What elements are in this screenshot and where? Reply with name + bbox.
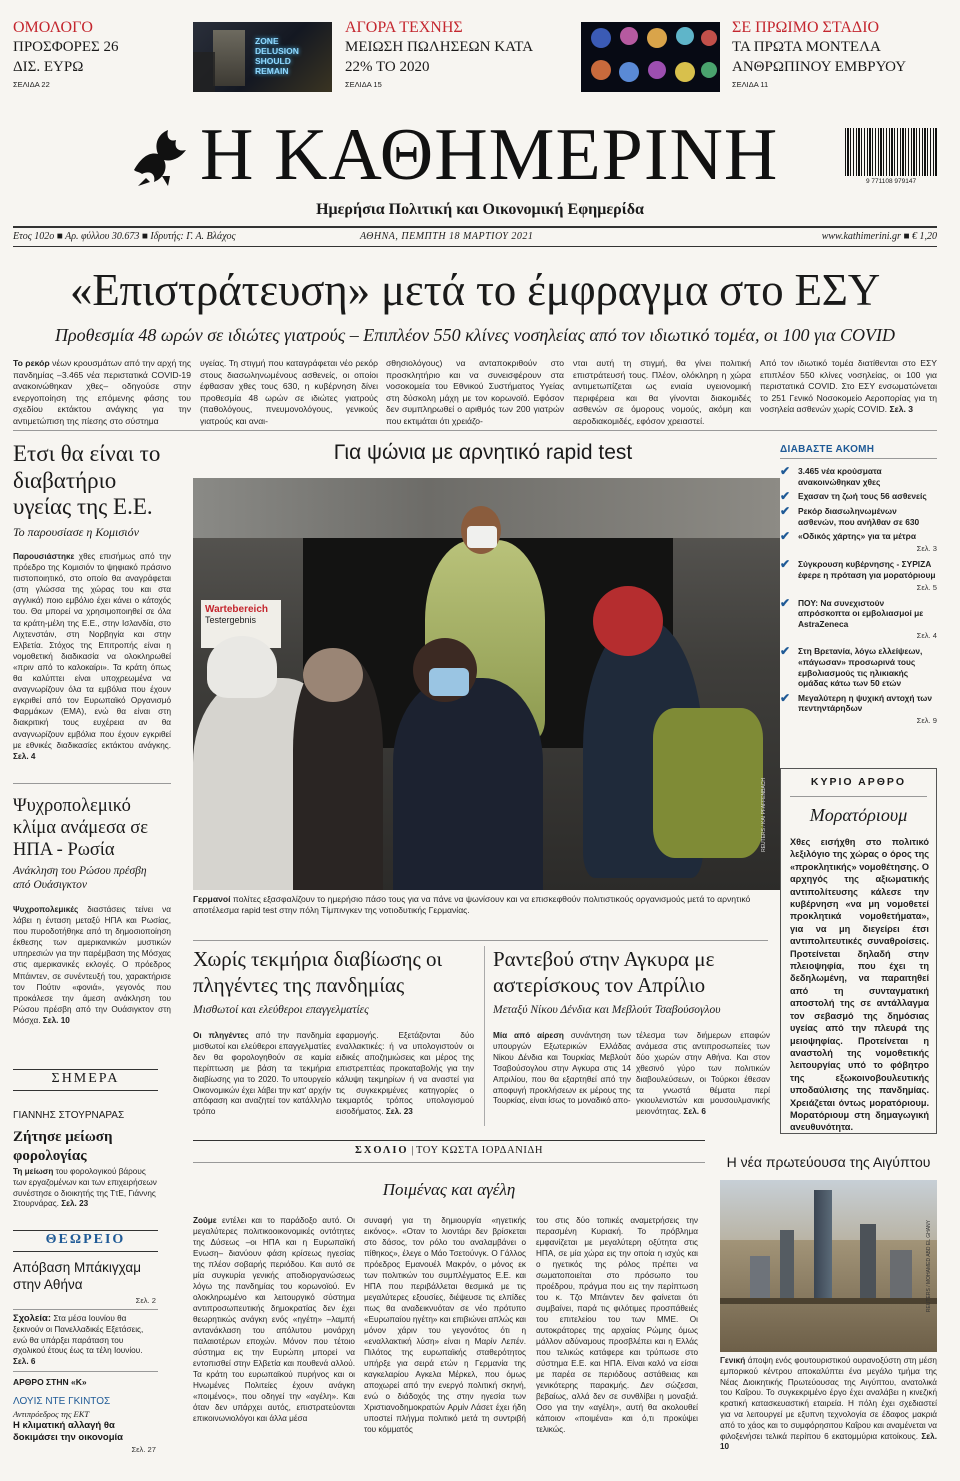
issue-date: ΑΘΗΝΑ, ΠΕΜΠΤΗ 18 ΜΑΡΤΙΟΥ 2021 [360,231,534,242]
masthead-subtitle: Ημερήσια Πολιτική και Οικονομική Εφημερίδα [316,201,644,218]
income-deck: Μισθωτοί και ελεύθεροι επαγγελματίες [193,1004,369,1016]
issue-info: Ετος 102ο ■ Αρ. φύλλου 30.673 ■ Ιδρυτής: Γ. Α. Βλάχος [13,231,236,242]
teaser-kicker: ΣΕ ΠΡΩΙΜΟ ΣΤΑΔΙΟ [732,19,880,36]
photo-caption: Γερμανοί πολίτες εξασφαλίζουν το ημερήσιο πάσο τους για να πάνε να ψωνίσουν και να επισκεφθούν πολιτιστικούς οργανισμούς μετά το αρνητικό αποτέλεσμα rapid test στην πόλη Τίμπινγκεν της νοτιοδυτικής Γερμανίας. [193,894,751,916]
teaser-art-market[interactable] [345,18,535,89]
masthead-logo-icon [128,126,190,188]
simera-header: ΣΗΜΕΡΑ [51,1071,120,1086]
lead-deck: Προθεσμία 48 ωρών σε ιδιώτες γιατρούς – Επιπλέον 550 κλίνες νοσηλείας από τον ιδιωτικό τομέα, οι 100 για COVID [54,325,896,345]
teaser-headline: ΠΡΟΣΦΟΡΕΣ 26 ΔΙΣ. ΕΥΡΩ [13,39,119,75]
rapid-test-photo[interactable] [193,478,780,890]
coldwar-deck: Ανάκληση του Ρώσου πρέσβη από Ουάσιγκτον [13,865,147,891]
coldwar-headline[interactable]: Ψυχροπολεμικό κλίμα ανάμεσα σε ΗΠΑ - Ρωσία [13,796,148,860]
read-more-item[interactable]: ✔ Σύγκρουση κυβέρνησης - ΣΥΡΙΖΑ έφερε η πρόταση για μορατόριουμ [780,557,936,580]
lead-col-2: υγείας. Τη στιγμή που καταγράφεται νέο ρεκόρ στους διασωληνωμένους ασθενείς, οι οποίοι έφθασαν χθες τους 630, η κυβέρνηση δίνει προθεσμία 48 ωρών σε ιδιώτες γιατρούς (παθολόγους, πνευμονολόγους, γενικούς γιατρούς και αναι- [200,358,378,426]
lead-col-1: Το ρεκόρ νέων κρουσμάτων από την αρχή της πανδημίας –3.465 νέα περιστατικά COVID-19 ανακοινώθηκαν χθες– οδηγούσε στην ενεργοποίηση της επόμενης φάσης του σχεδίου εκτάκτου ανάγκης για την αντιμετώπιση της πίεσης στο σύστημα [13,358,191,426]
read-more-page: Σελ. 5 [916,582,937,592]
income-col-1: Οι πληγέντες από την πανδημία μισθωτοί και ελεύθεροι επαγγελματίες δεν θα φορολογηθούν σε καμία περίπτωση με βάση τα τεκμήρια διαβίωσης για το 2020. Το υπουργείο Οικονομικών έχει λάβει την κατ' αρχήν απόφαση και αναζητεί τον κατάλληλο τρόπο [193,1031,331,1117]
check-icon: ✔ [780,464,791,478]
k-article-author: ΛΟΥΙΣ ΝΤΕ ΓΚΙΝΤΟΣ [13,1396,111,1407]
comment-col-2: συναφή για τη δημιουργία «ηγετικής εικόνος». «Οταν το λιοντάρι δεν βρίσκεται στο δάσος, τον ρόλο του αναλαμβάνει ο πίθηκος», έλεγε ο Μάο Τσετούνγκ. Ο Γάλλος πρόεδρος Εμανουέλ Μακρόν, ο μόνος εκ των πολιτικών του συμπλέγματος Ε.Ε. και ΗΠΑ που περιβάλλεται θεσμικά με τις μεγαλύτερες εξουσίες, διέψευσε τις ελπίδες πως θα αναδεικνυόταν σε νέο πρότυπο «Ευρωπαίου ηγέτη» και επιβιώνει απλώς και μόνον χάριν του γεγονότος ότι η «εναλλακτική λύση» είναι η Μαρίν Λεπέν. Πιλότος της ευρωπαϊκής σταθερότητος υπήρξε για σειρά ετών η Γερμανία της καγκελαρίου Αγκελα Μέρκελ, που όμως αποχωρεί από την ενεργό πολιτική σκηνή, ενώ ο διάδοχός της στην ηγεσία των Χριστιανοδημοκρατών Αρμίν Λάσετ έχει ήδη υποστεί πλήγμα πολιτικό μετά τη συντριβή του κόμματός [364,1216,526,1434]
theoreio-page: Σελ. 2 [135,1296,156,1305]
comment-col-1: Ζούμε εντέλει και το παράδοξο αυτό. Οι μεγαλύτερες πολιτικοοικονομικές οντότητες της Δύσεως –οι ΗΠΑ και η Ευρωπαϊκή Ενωση– διανύουν φάση κρίσεως ηγεσίας της πλέον σοβαρής περιόδου. Και αυτό σε μία συγκυρία γενικής αποδιοργανώσεως λόγω της πανδημίας του κορωνοϊού. Εν ολοκληρωμένο και λειτουργικό σύστημα αντιπροσωπευτικής δημοκρατίας δεν έχει θεωρητικώς ανάγκη ενός «ηγέτη» –λαμπή αντανάκλαση του απόλυτου μονάρχη παλαιοτέρων εποχών. Μόνον που τέτοιο σύστημα εις την Ευρώπη μπορεί να εντοπισθεί στην Ελβετία και πουθενά αλλού. Τα κράτη του ευρωπαϊκού πυρήνος και οι Ηνωμένες Πολιτείες έχουν ανάγκη «ποιμένος», που οδηγεί την «αγέλη». Και όταν δεν υπάρχει αυτός, επιστρατεύονται επικοινωνιολόγοι και άλλα μέσα [193,1216,355,1423]
teaser-kicker: ΑΓΟΡΑ ΤΕΧΝΗΣ [345,19,463,36]
editorial-body: Χθες εισήχθη στο πολιτικό λεξιλόγιο της χώρας ο όρος της «προκλητικής» νομοθέτησης. Ο αρχηγός της αξιωματικής αντιπολίτευσης κάλεσε την κυβέρνηση «να μη νομοθετεί προκλητικά νομοθετήματα», για να μη διεγείρει έτσι αντιπολιτευτικές συναθροίσεις. Προτείνεται δηλαδή στην πλειοψηφία, που έχει τη δεδηλωμένη, να παραιτηθεί από τη συνταγματική αποστολή της σε αντάλλαγμα τον σεβασμό της δημόσιας υγείας από την πλευρά της μειοψηφίας. Προτείνεται η αναστολή της νομοθετικής λειτουργίας υπό το φόβητρο της εξωκοινοβουλευτικής υποδαύλισης της πανδημίας. Χρειάζεται όντως μορατόριουμ. Μορατόριουμ στη δημαγωγική ανευθυνότητα. [790,837,929,1133]
coldwar-body: Ψυχροπολεμικές διαστάσεις τείνει να λάβει η ένταση μεταξύ ΗΠΑ και Ρωσίας, που πυροδοτήθηκε από τη δημοσιοποίηση έκθεσης των αμερικανικών μυστικών υπηρεσιών για την παρέμβαση της Μόσχας στις αμερικανικές εκλογές. Ο πρόεδρος Μπάιντεν, σε συνέντευξή του, χαρακτήρισε τον Πούτιν «φονιά», γεγονός που προκάλεσε την άμεση ανάκληση του Ρώσου πρέσβη από την Ουάσιγκτον στη Μόσχα. Σελ. 10 [13,905,171,1025]
check-icon: ✔ [780,644,791,659]
teaser-art-image[interactable] [193,22,332,92]
k-article-label: ΑΡΘΡΟ ΣΤΗΝ «Κ» [13,1377,87,1387]
ankara-deck: Μεταξύ Νίκου Δένδια και Μεβλούτ Τσαβούσογλου [493,1004,721,1016]
passport-headline[interactable]: Ετσι θα είναι το διαβατήριο υγείας της Ε.Ε. [13,441,161,519]
editorial-label: ΚΥΡΙΟ ΑΡΘΡΟ [810,776,907,788]
teaser-page: ΣΕΛΙΔΑ 15 [345,80,382,89]
teaser-page: ΣΕΛΙΔΑ 11 [732,80,769,89]
neon-text: ZONE DELUSION SHOULD REMAIN [255,36,299,76]
simera-author: ΓΙΑΝΝΗΣ ΣΤΟΥΡΝΑΡΑΣ [13,1110,125,1121]
masthead-title: Η ΚΑΘΗΜΕΡΙΝΗ [200,114,779,196]
read-more-item[interactable]: ✔ Εχασαν τη ζωή τους 56 ασθενείς [780,489,927,504]
comment-col-3: του στις δύο τοπικές αναμετρήσεις την περασμένη Κυριακή. Το πρόβλημα εμφανίζεται με μεγαλύτερη οξύτητα στις ΗΠΑ, σε μία χώρα εις την οποία η ισχύς και ο ηγετικός της ρόλος πρέπει να σωματοποιείται στο πρόσωπο του προέδρου, πράγμα που εις την περίπτωση του κ. Τζο Μπάιντεν δεν φαίνεται ότι συμβαίνει, παρά τις φιλότιμες προσπάθειές του επιτελείου του των ΜΜΕ. Οι αυτοκράτορες της αρχαίας Ρώμης όμως μάλλον αδύναμους προσβλέπει και η Ελλάς που τελικώς κατάφερε και τρύπωσε στο σύστημα Ε.Ε. και ΗΠΑ. Είναι καλό να είσαι με παρέα σε περιόδους αστάθειας και γενικότερης παρακμής. Δεν σώζεσαι, βεβαίως, αλλά δεν σε συνθλίβει η μοναξιά. Οσο για την «αγέλη», αυτή θα ακολουθεί κάποιον «ποιμένα» και ό,τι προκύψει τελικώς. [536,1216,698,1434]
read-more-header: ΔΙΑΒΑΣΤΕ ΑΚΟΜΗ [780,444,875,455]
egypt-photo-credit: REUTERS / MOHAMED ABD EL GHANY [926,1220,932,1313]
photo-credit: REUTERS / KAI PFAFFENBACH [761,778,767,852]
lead-col-3: σθησιολόγους) να ανταποκριθούν στο προσκλητήριο και να συνεισφέρουν στα νοσοκομεία του Εθνικού Συστήματος Υγείας στη δύσκολη μάχη με τον κορωνοϊό. Εφόσον δεν συμπληρωθεί ο αριθμός των 200 γιατρών που εκτιμάται ότι χρειάζο- [386,358,564,426]
teaser-embryo-image[interactable] [581,22,720,92]
read-more-item[interactable]: ✔ ΠΟΥ: Να συνεχιστούν απρόσκοπτα οι εμβολιασμοί με AstraZeneca [780,595,924,629]
ankara-headline[interactable]: Ραντεβού στην Αγκυρα με αστερίσκους τον Απρίλιο [493,947,715,997]
income-headline[interactable]: Χωρίς τεκμήρια διαβίωσης οι πληγέντες της πανδημίας [193,947,443,997]
website-price: www.kathimerini.gr ■ € 1,20 [821,231,937,242]
read-more-list [780,466,937,725]
read-more-page: Σελ. 3 [916,544,937,554]
comment-title[interactable]: Ποιμένας και αγέλη [382,1180,516,1199]
teaser-embryo[interactable] [732,18,932,89]
read-more-item[interactable]: ✔ Ρεκόρ διασωληνωμένων ασθενών, που ανήλθαν σε 630 [780,504,920,527]
theoreio-header: ΘΕΩΡΕΙΟ [45,1232,126,1247]
read-more-page: Σελ. 9 [916,715,937,725]
lead-headline[interactable]: «Επιστράτευση» μετά το έμφραγμα στο ΕΣΥ [69,265,881,315]
barcode-number: 9 771108 979147 [865,178,917,185]
check-icon: ✔ [780,504,791,519]
k-article-role: Αντιπρόεδρος της ΕΚΤ [13,1409,90,1419]
lead-col-4: νται αυτή τη στιγμή, θα γίνει πολιτική επιστράτευσή τους. Πλέον, ολόκληρη η χώρα αντιμετωπίζεται ως ενιαία υγειονομική περιφέρεια και θα γίνονται διακομιδές ασθενών σε όμορους νομούς, ακόμη και αεροδιακομιδές, εφόσον χρειαστεί. [573,358,751,426]
teaser-kicker: ΟΜΟΛΟΓΟ [13,19,93,36]
teaser-page: ΣΕΛΙΔΑ 22 [13,80,50,89]
teaser-headline: ΤΑ ΠΡΩΤΑ ΜΟΝΤΕΛΑ ΑΝΘΡΩΠΙΝΟΥ ΕΜΒΡΥΟΥ [732,39,907,75]
barcode [845,128,937,176]
egypt-city-photo[interactable] [720,1180,937,1352]
theoreio-headline[interactable]: Απόβαση Μπάκιγχαμ στην Αθήνα [13,1260,141,1292]
income-col-2: εφαρμογής. Εξετάζονται δύο εναλλακτικές: ή να υπολογιστούν οι ειδικές αποζημιώσεις και μέρος της επιστρεπτέας προκαταβολής για την κάλυψη τεκμηρίων ή να αναστεί για τις συγκεκριμένες κατηγορίες ο τεκμαρτός τρόπος υπολογισμού εισοδήματος. Σελ. 23 [336,1031,474,1117]
read-more-item[interactable]: ✔ Στη Βρετανία, λόγω ελλείψεων, «πάγωσαν» προσωρινά τους εμβολιασμούς τις ηλικιακής ομάδας κάτω των 50 ετών [780,644,923,689]
teaser-bond[interactable] [13,18,173,89]
passport-deck: Το παρουσίασε η Κομισιόν [13,525,139,539]
read-more-item[interactable]: ✔ Μεγαλύτερη η ψυχική αντοχή των πεντηντάρηδων [780,690,933,714]
comment-label-line: ΣΧΟΛΙΟ | ΤΟΥ ΚΩΣΤΑ ΙΟΡΔΑΝΙΔΗ [354,1145,544,1156]
ankara-col-2: τέλεσμα των διήμερων επαφών ανάμεσα στις αντιπροσωπείες των δύο χωρών στην Αθήνα. Και στον χθεσινό γύρο των πολιτικών διαβουλεύσεων, οι Τούρκοι έθεσαν τα γνωστά θέματα περί γκιουλενιστών και μουσουλμανικής μειονότητας. Σελ. 6 [636,1031,770,1117]
check-icon: ✔ [780,595,791,610]
teaser-headline: ΜΕΙΩΣΗ ΠΩΛΗΣΕΩΝ ΚΑΤΑ 22% ΤΟ 2020 [345,39,533,75]
simera-headline[interactable]: Ζήτησε μείωση φορολογίας [13,1129,113,1164]
comment-byline: ΤΟΥ ΚΩΣΤΑ ΙΟΡΔΑΝΙΔΗ [415,1145,544,1156]
check-icon: ✔ [780,489,791,504]
read-more-item[interactable]: ✔ «Οδικός χάρτης» για τα μέτρα [780,529,916,544]
embryo-cells-graphic [581,22,720,92]
egypt-caption: Γενική άποψη ενός φουτουριστικού ουρανοξύστη στη μέση εμπορικού κέντρου αποκαλύπτει ένα μεγάλο τμήμα της Νέας Διοικητικής Πρωτεύουσας της Αιγύπτου, ανατολικά του Καΐρου. Το συγκεκριμένο έργο έχει αναλάβει η κινεζική κρατική κατασκευαστική εταιρεία. Η πόλη έχει σχεδιαστεί για να λειτουργεί με εξυπνη τεχνολογία σε έδαφος μακριά από το χάος και το συμφόρησιτου Καΐρου και αναμένεται να φιλοξενήσει τελικά περίπου 6 εκατομμύρια κατοίκους. Σελ. 10 [720,1356,938,1452]
check-icon: ✔ [780,529,791,544]
check-icon: ✔ [780,690,791,705]
simera-body: Τη μείωση του φορολογικού βάρους των εργαζομένων και των επιχειρήσεων συνέστησε ο διοικητής της ΤτΕ, Γιάννης Στουρνάρας. Σελ. 23 [13,1167,157,1209]
editorial-title[interactable]: Μορατόριουμ [809,805,908,825]
comment-label: ΣΧΟΛΙΟ [354,1145,409,1156]
check-icon: ✔ [780,557,791,572]
ankara-col-1: Μία από αίρεση συνάντηση των υπουργών Εξωτερικών Ελλάδας Νίκου Δένδια και Τουρκίας Μεβλούτ Τσαβούσογλου στην Αγκυρα στις 14 Απριλίου, που θα εξαρτηθεί από την αποφυγή προκλήσεων εκ μέρους της Τουρκίας, είναι ίσως το μοναδικό απο- [493,1031,631,1106]
photo-story-title[interactable]: Για ψώνια με αρνητικό rapid test [333,441,633,464]
test-sign: Wartebereich Testergebnis [201,600,281,648]
k-article-page: Σελ. 27 [131,1445,156,1454]
passport-body: Παρουσιάστηκε χθες επισήμως από την πρόεδρο της Κομισιόν το ψηφιακό πράσινο πιστοποιητικό, στο οποίο θα αναγράφεται (στη γλώσσα της χώρας του και στα αγγλικά) ποιο εμβόλιο έχει κάνει ο κάτοχός του. Θα μπορεί να χρησιμοποιηθεί σε όλα τα κράτη-μέλη της Ε.Ε., στην Ισλανδία, στο Λιχτενστάιν, στη Νορβηγία και στην Ελβετία. Στόχος της Επιτροπής είναι η νομοθετική διαδικασία να ολοκληρωθεί «πριν από το καλοκαίρι». Τα κράτη όπως θα καλύπτει είναι υποχρεωμένα να αναγνωρίζουν όλα τα εμβόλια που έχουν εγκριθεί από τον Ευρωπαϊκό Οργανισμό Φαρμάκων (EMA), ενώ θα είναι στη διακριτική τους ευχέρεια αν θα αναγνωρίζουν εμβόλια που έχουν εγκριθεί με εθνικές διαδικασίες εκτάκτου ανάγκης. Σελ. 4 [13,552,171,761]
read-more-page: Σελ. 4 [916,631,937,641]
k-article-headline[interactable]: Η κλιματική αλλαγή θα δοκιμάσει την οικονομία [13,1420,124,1443]
read-more-item[interactable]: ✔ 3.465 νέα κρούσματα ανακοινώθηκαν χθες [780,464,882,487]
egypt-headline[interactable]: Η νέα πρωτεύουσα της Αιγύπτου [726,1154,931,1170]
lead-col-5: Από τον ιδιωτικό τομέα διατίθενται στο ΕΣΥ επιπλέον 550 κλίνες νοσηλείας, οι 100 για περιστατικά COVID. Στο ΕΣΥ ενσωματώνεται το 251 Γενικό Νοσοκομείο Αεροπορίας για τη νοσηλεία ασθενών χωρίς COVID. Σελ. 3 [760,358,937,415]
schools-brief: Σχολεία: Στα μέσα Ιουνίου θα ξεκινούν οι Πανελλαδικές Εξετάσεις, ενώ θα υπάρξει παράταση του σχολικού έτους έως τα τέλη Ιουνίου. Σελ. 6 [13,1313,144,1367]
